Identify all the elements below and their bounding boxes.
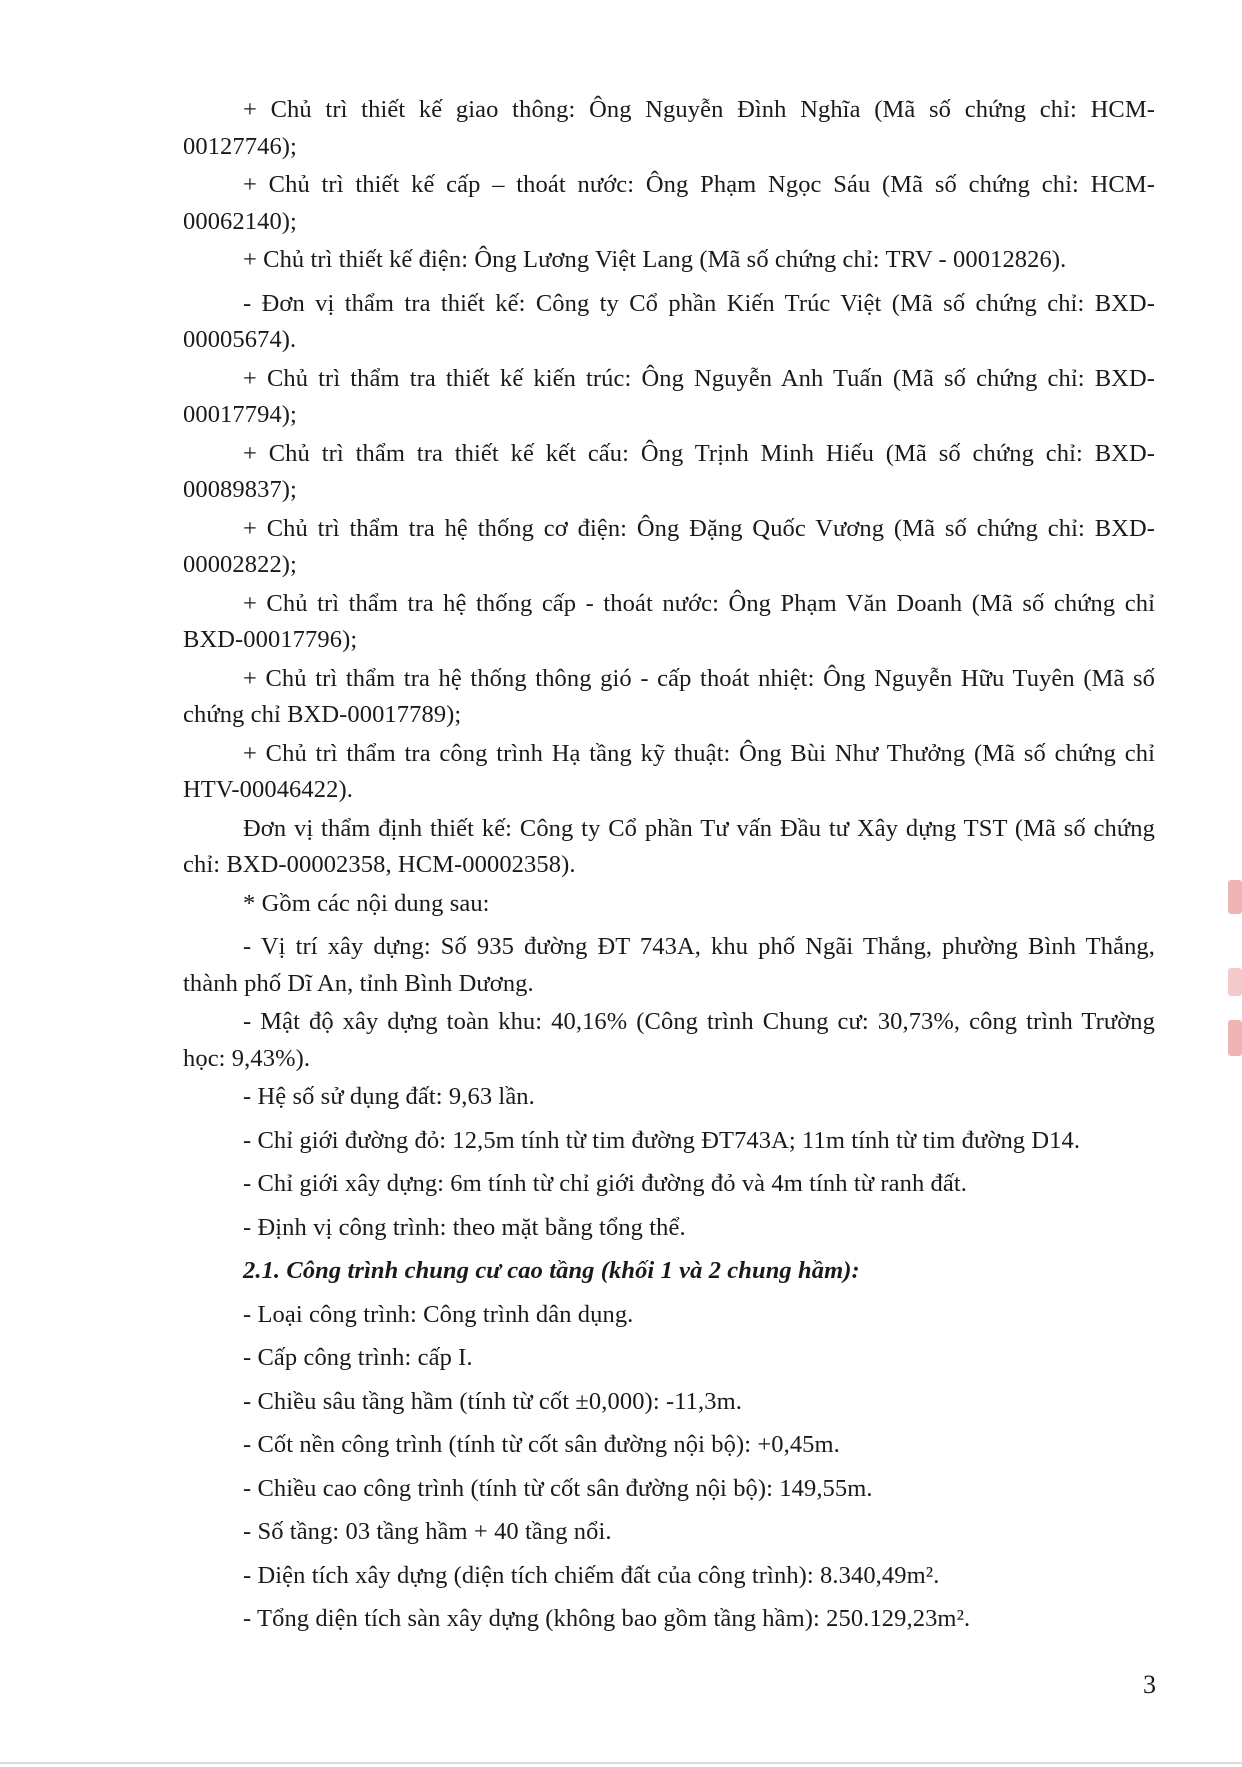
paragraph-structure-review-lead: + Chủ trì thẩm tra thiết kế kết cấu: Ông Trịnh Minh Hiếu (Mã số chứng chỉ: BXD-00089837);	[183, 439, 1155, 503]
paragraph-positioning: - Định vị công trình: theo mặt bằng tổng thể.	[243, 1213, 686, 1241]
paragraph-mep-review-lead: + Chủ trì thẩm tra hệ thống cơ điện: Ông Đặng Quốc Vương (Mã số chứng chỉ: BXD-00002822);	[183, 514, 1155, 578]
paragraph-land-use-ratio: - Hệ số sử dụng đất: 9,63 lần.	[243, 1083, 535, 1110]
paragraph-building-height: - Chiều cao công trình (tính từ cốt sân đường nội bộ): 149,55m.	[243, 1474, 873, 1502]
red-stamp-fragment-top	[1228, 880, 1242, 914]
paragraph-building-density: - Mật độ xây dựng toàn khu: 40,16% (Công trình Chung cư: 30,73%, công trình Trường học: 9,43%).	[183, 1008, 1155, 1072]
red-stamp-fragment-middle	[1228, 968, 1242, 996]
red-stamp-fragment-bottom	[1228, 1020, 1242, 1056]
paragraph-architecture-review-lead: + Chủ trì thẩm tra thiết kế kiến trúc: Ông Nguyễn Anh Tuấn (Mã số chứng chỉ: BXD-00017794);	[183, 364, 1155, 428]
paragraph-water-design-lead: + Chủ trì thiết kế cấp – thoát nước: Ông Phạm Ngọc Sáu (Mã số chứng chỉ: HCM-00062140);	[183, 171, 1155, 235]
paragraph-ventilation-review-lead: + Chủ trì thẩm tra hệ thống thông gió - cấp thoát nhiệt: Ông Nguyễn Hữu Tuyên (Mã số chứng chỉ BXD-00017789);	[183, 664, 1155, 728]
paragraph-building-grade: - Cấp công trình: cấp I.	[243, 1344, 473, 1371]
section-heading-2-1: 2.1. Công trình chung cư cao tầng (khối 1 và 2 chung hầm):	[243, 1257, 860, 1284]
scan-bottom-edge	[0, 1762, 1242, 1764]
paragraph-total-floor-area: - Tổng diện tích sàn xây dựng (không bao gồm tầng hầm): 250.129,23m².	[243, 1605, 971, 1632]
paragraph-building-line: - Chỉ giới xây dựng: 6m tính từ chỉ giới đường đỏ và 4m tính từ ranh đất.	[243, 1170, 967, 1197]
paragraph-plumbing-review-lead: + Chủ trì thẩm tra hệ thống cấp - thoát nước: Ông Phạm Văn Doanh (Mã số chứng chỉ BXD-00017796);	[183, 589, 1155, 653]
paragraph-building-type: - Loại công trình: Công trình dân dụng.	[243, 1300, 634, 1328]
paragraph-electrical-design-lead: + Chủ trì thiết kế điện: Ông Lương Việt Lang (Mã số chứng chỉ: TRV - 00012826).	[243, 246, 1067, 273]
paragraph-traffic-design-lead: + Chủ trì thiết kế giao thông: Ông Nguyễn Đình Nghĩa (Mã số chứng chỉ: HCM-00127746);	[183, 96, 1155, 160]
paragraph-design-review-unit: - Đơn vị thẩm tra thiết kế: Công ty Cổ phần Kiến Trúc Việt (Mã số chứng chỉ: BXD-00005674).	[183, 289, 1155, 353]
paragraph-red-line: - Chỉ giới đường đỏ: 12,5m tính từ tim đường ĐT743A; 11m tính từ tim đường D14.	[243, 1126, 1081, 1154]
paragraph-appraisal-unit: Đơn vị thẩm định thiết kế: Công ty Cổ phần Tư vấn Đầu tư Xây dựng TST (Mã số chứng chỉ: BXD-00002358, HCM-00002358).	[183, 814, 1155, 878]
paragraph-floor-level: - Cốt nền công trình (tính từ cốt sân đường nội bộ): +0,45m.	[243, 1431, 840, 1458]
paragraph-floor-count: - Số tầng: 03 tầng hầm + 40 tầng nổi.	[243, 1518, 612, 1545]
paragraph-contents-intro: * Gồm các nội dung sau:	[243, 889, 490, 917]
paragraph-construction-area: - Diện tích xây dựng (diện tích chiếm đất của công trình): 8.340,49m².	[243, 1561, 940, 1589]
document-body	[183, 92, 1155, 1645]
paragraph-location: - Vị trí xây dựng: Số 935 đường ĐT 743A, khu phố Ngãi Thắng, phường Bình Thắng, thành phố Dĩ An, tỉnh Bình Dương.	[183, 933, 1155, 997]
paragraph-infrastructure-review-lead: + Chủ trì thẩm tra công trình Hạ tầng kỹ thuật: Ông Bùi Như Thưởng (Mã số chứng chỉ HTV-00046422).	[183, 739, 1155, 803]
page-number: 3	[1143, 1670, 1156, 1699]
paragraph-basement-depth: - Chiều sâu tầng hầm (tính từ cốt ±0,000): -11,3m.	[243, 1387, 742, 1415]
